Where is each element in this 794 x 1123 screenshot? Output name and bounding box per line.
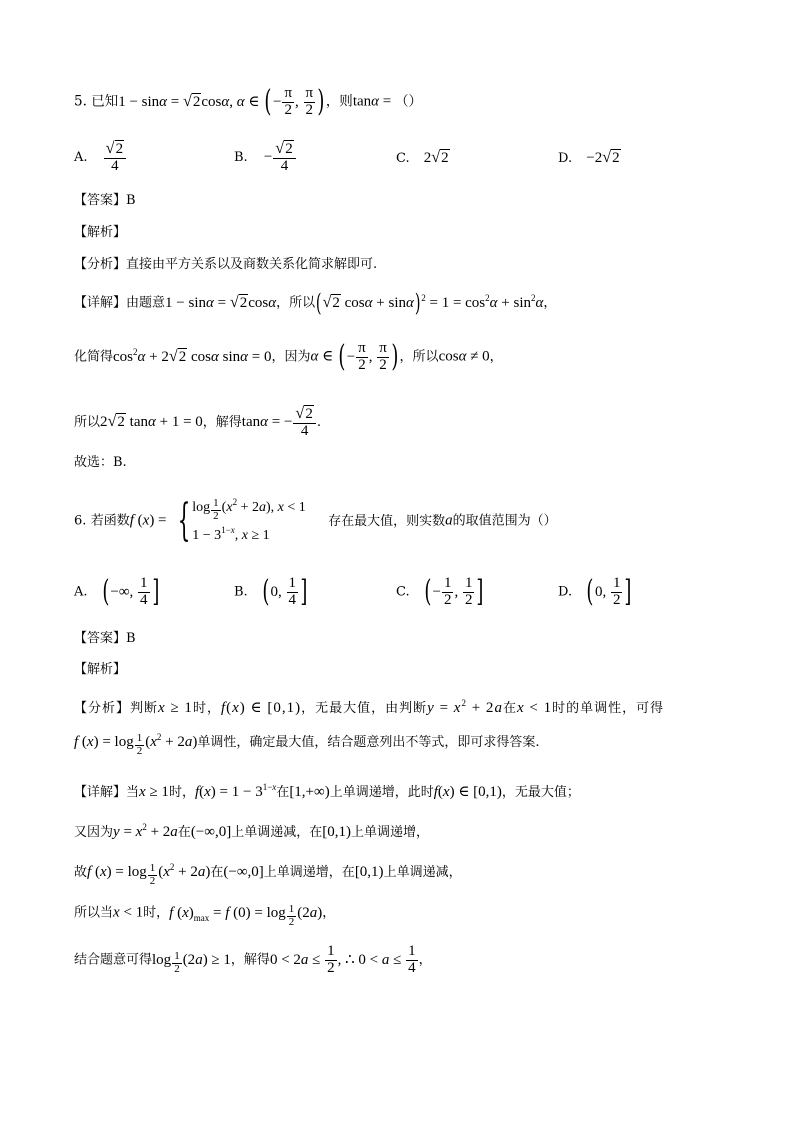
q6-option-d: D. (0, $\frac{1}{2}$ ]: [558, 574, 632, 610]
q6-detail-line4: 所以当x < 1时，f $(x)_{max} = f$ (0) = log $\frac{1}{2}$ (2a)，: [74, 903, 336, 928]
q6-fenxi-line2: f (x) = log $\frac{1}{2}$ $(x^2 + 2a)$单调性，确定最大值，结合题意列出不等式，即可求得答案.: [74, 732, 540, 757]
q6-option-c: C. (− $\frac{1}{2}$ , $\frac{1}{2}$ ]: [396, 574, 484, 610]
q5-option-c: C. 2√2: [396, 148, 449, 166]
q5-analysis-label: 【解析】: [74, 225, 127, 240]
q6-analysis-label: 【解析】: [74, 662, 127, 677]
q6-detail-line5: 结合题意可得log $\frac{1}{2}$ (2a) ≥ 1，解得0 < 2a ≤ $\frac{1}{2}$ , ∴ 0 < a ≤ $\frac{1}{4}$ ，: [74, 943, 432, 976]
q6-detail-line3: 故f (x) = log $\frac{1}{2}$ $(x^2 + 2a)$在(−∞,0]上单调递增，在[0,1)上单调递减，: [74, 862, 462, 887]
q6-stem: 6. 若函数f (x) = { log $\frac{1}{2}$ $(x^2 + 2a)$, x < 1 $1 - 3^{1-x}$, x ≥ 1 存在最大值，则实数a的取值范围为（）: [74, 495, 557, 547]
q5-detail-line3: 所以2√2 tanα + 1 = 0，解得tanα = − $\frac{√2}{4}$ .: [74, 404, 321, 439]
q6-fenxi-line1: 【分析】判断x ≥ 1时，f(x) ∈ [0,1)，无最大值，由判断$y = x^2 + 2a$在x < 1时的单调性，可得: [74, 698, 665, 716]
q5-option-b: B. − $\frac{√2}{4}$: [234, 140, 297, 175]
q5-option-d: D. −2√2: [558, 148, 620, 166]
q6-option-b: B. (0, $\frac{1}{4}$ ]: [234, 574, 308, 610]
q5-detail-line2: 化简得$\cos^2\alpha + 2√2$ cosα sinα = 0，因为α ∈ (− $\frac{\pi}{2}$ , $\frac{\pi}{2}$ )，所以cosα ≠ 0，: [74, 339, 503, 375]
q5-conclusion: 故选：B.: [74, 455, 127, 470]
q6-answer: 【答案】B: [74, 631, 136, 646]
q5-stem: 5. 已知1 − sinα = √2cosα, α ∈ (− $\frac{\pi}{2}$ , $\frac{\pi}{2}$ )，则tanα = （）: [74, 84, 422, 120]
q6-detail-line2: 又因为$y = x^2 + 2a$在(−∞,0]上单调递减，在[0,1)上单调递增，: [74, 822, 429, 840]
q5-answer: 【答案】B: [74, 193, 136, 208]
q5-detail-line1: 【详解】由题意1 − sinα = √2cosα，所以(√2 $\cos\alpha + \sin\alpha)^2 = 1 = \cos^2\alpha + \sin^2\alpha$，: [74, 289, 557, 317]
q5-number: 5.: [74, 93, 87, 110]
q5-option-a: A. $\frac{√2}{4}$: [74, 140, 127, 175]
q6-option-a: A. (−∞, $\frac{1}{4}$ ]: [74, 574, 159, 610]
q5-fenxi: 【分析】直接由平方关系以及商数关系化简求解即可.: [74, 257, 378, 272]
q6-detail-line1: 【详解】当x ≥ 1时，$f(x) = 1 - 3^{1-x}$在[1,+∞)上单调递增，此时f(x) ∈ [0,1)，无最大值；: [74, 782, 580, 800]
